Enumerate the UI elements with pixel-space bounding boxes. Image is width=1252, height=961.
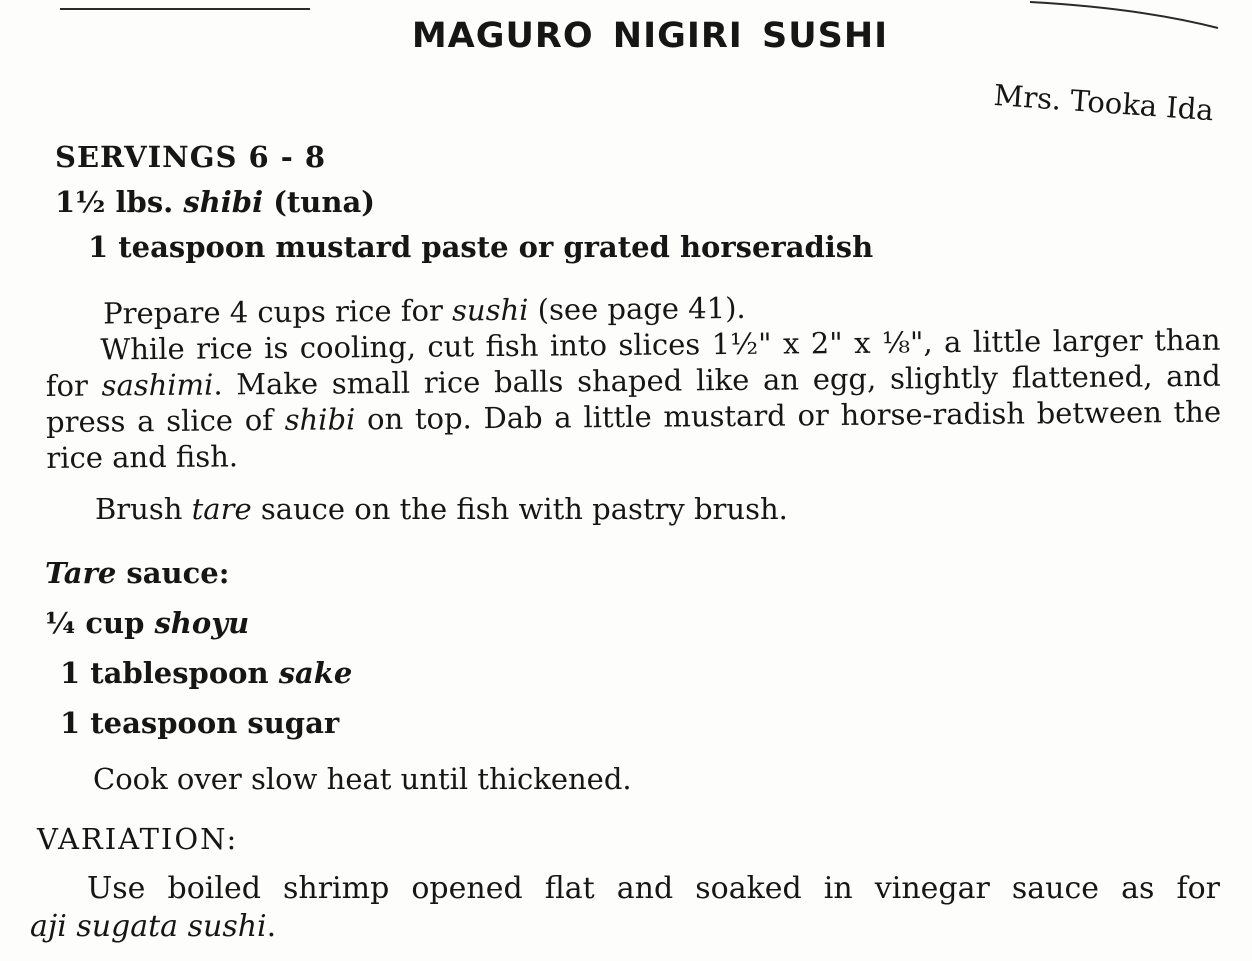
prep-line-2 — [45, 322, 1221, 476]
ingredient-text-end: (tuna) — [263, 185, 375, 219]
brush-text: sauce on the fish with pastry brush. — [251, 492, 788, 526]
ingredient-mustard — [88, 230, 873, 264]
tare-italic: sake — [278, 656, 353, 690]
tare-text: teaspoon sugar — [80, 706, 340, 740]
recipe-title: MAGURO NIGIRI SUSHI — [411, 16, 889, 56]
servings: SERVINGS 6 - 8 — [55, 140, 327, 174]
tare-qty: 1 — [60, 656, 81, 690]
variation-heading: VARIATION: — [37, 822, 239, 856]
recipe-author: Mrs. Tooka Ida — [992, 78, 1215, 128]
tare-qty: 1 — [60, 706, 81, 740]
tare-text: tablespoon — [80, 656, 279, 690]
prep-italic: sashimi — [101, 367, 214, 403]
ingredient-text: lbs. — [105, 185, 184, 219]
variation-italic: aji sugata sushi — [30, 909, 267, 944]
variation-line-2 — [30, 908, 1220, 946]
prep-italic: sushi — [451, 292, 529, 328]
tare-ingredient-sake — [60, 656, 352, 690]
ingredient-qty: 1½ — [55, 185, 106, 219]
prep-italic: shibi — [284, 402, 356, 437]
variation-paragraph — [30, 870, 1220, 946]
prep-text: . Make small rice balls shaped like an egg, slightly flattened, and press a slice of — [45, 358, 1221, 439]
brush-text: Brush — [95, 492, 192, 526]
ingredient-italic: shibi — [183, 185, 264, 219]
variation-text: . — [266, 909, 277, 944]
variation-line-1: Use boiled shrimp opened flat and soaked in vinegar sauce as for — [87, 871, 1220, 906]
prep-text: While rice is cooling, cut fish into slices 1½" x 2" x ⅛", a little larger than for — [45, 322, 1221, 403]
tare-italic: shoyu — [154, 606, 250, 640]
tare-ingredient-shoyu — [45, 606, 249, 640]
prep-text: on top. Dab a little mustard or horse-radish between the rice and fish. — [46, 394, 1222, 475]
ingredient-text: teaspoon mustard paste or grated horseradish — [108, 230, 874, 264]
ingredient-qty: 1 — [88, 230, 109, 264]
cook-instruction: Cook over slow heat until thickened. — [93, 762, 632, 796]
prep-text: (see page 41). — [528, 290, 746, 327]
preparation-paragraph — [45, 286, 1222, 476]
brush-instruction — [95, 492, 788, 526]
tare-heading-text: sauce: — [116, 556, 230, 590]
brush-italic: tare — [191, 492, 252, 526]
tare-text: cup — [75, 606, 155, 640]
ingredient-tuna — [55, 185, 375, 219]
tare-ingredient-sugar — [60, 706, 339, 740]
tare-heading — [45, 556, 229, 590]
top-rule — [60, 8, 310, 10]
tare-qty: ¼ — [45, 606, 76, 640]
prep-text: Prepare 4 cups rice for — [103, 293, 453, 331]
tare-heading-italic: Tare — [45, 556, 117, 590]
